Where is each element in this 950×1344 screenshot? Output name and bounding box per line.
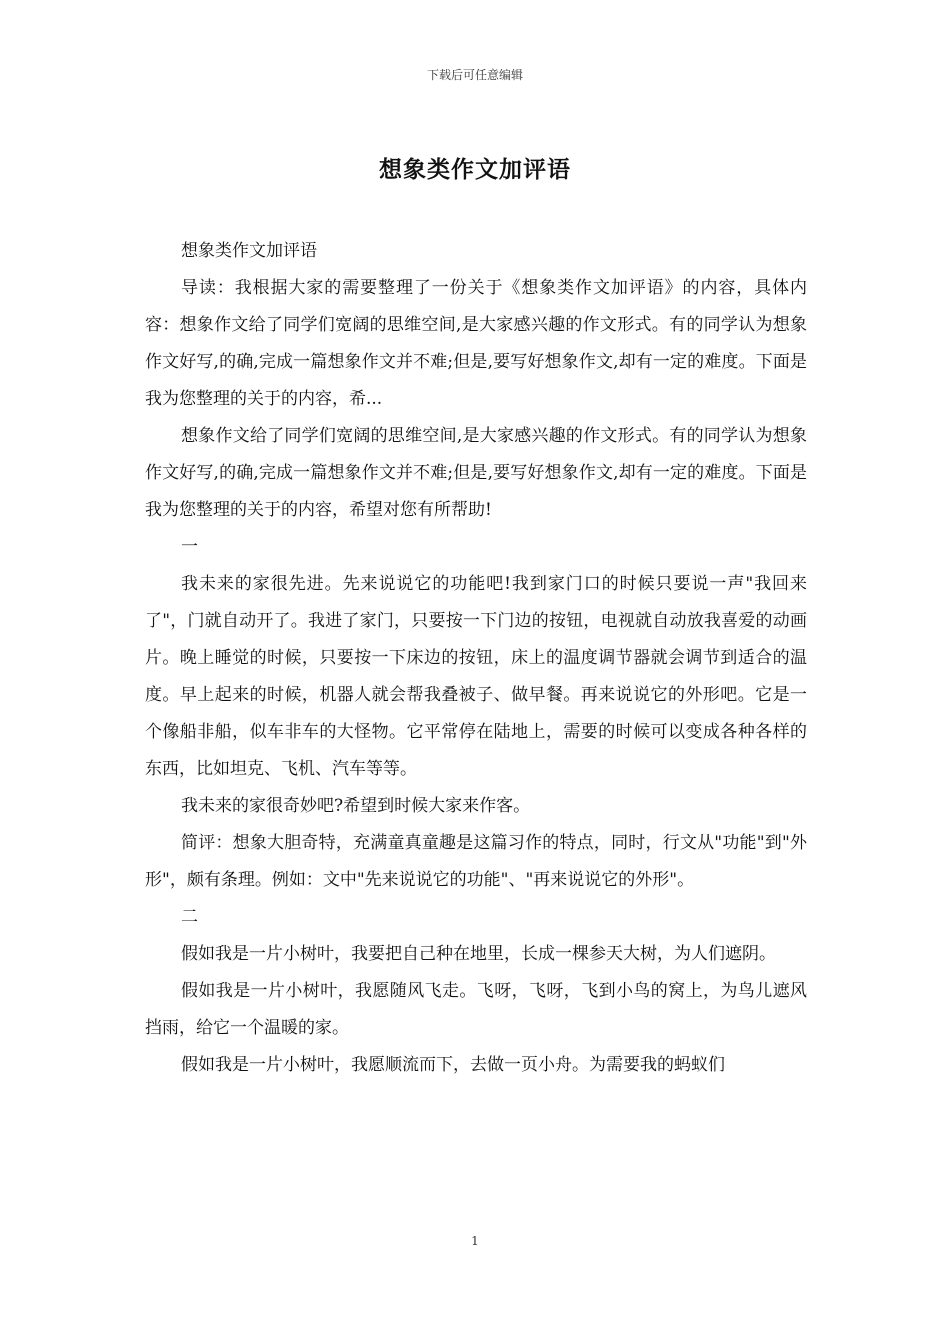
page-number: 1 — [471, 1234, 479, 1248]
page-header: 下载后可任意编辑 — [426, 68, 523, 82]
paragraph-essay-two-c: 假如我是一片小树叶，我愿顺流而下，去做一页小舟。为需要我的蚂蚁们 — [181, 1055, 725, 1075]
paragraph-summary: 想象作文给了同学们宽阔的思维空间,是大家感兴趣的作文形式。有的同学认为想象作文好写,的确,完成一篇想象作文并不难;但是,要写好想象作文,却有一定的难度。下面是我为您整理的关于的内容，希望对您有所帮助! — [145, 426, 807, 520]
section-heading-two: 二 — [181, 907, 198, 927]
document-body — [145, 233, 807, 1084]
paragraph-intro: 导读：我根据大家的需要整理了一份关于《想象类作文加评语》的内容，具体内容：想象作文给了同学们宽阔的思维空间,是大家感兴趣的作文形式。有的同学认为想象作文好写,的确,完成一篇想象作文并不难;但是,要写好想象作文,却有一定的难度。下面是我为您整理的关于的内容，希... — [145, 278, 807, 409]
paragraph-essay-two-b: 假如我是一片小树叶，我愿随风飞走。飞呀，飞呀，飞到小鸟的窝上，为鸟儿遮风挡雨，给它一个温暖的家。 — [145, 981, 807, 1038]
paragraph-essay-two-a: 假如我是一片小树叶，我要把自己种在地里，长成一棵参天大树，为人们遮阴。 — [181, 944, 776, 964]
document-title: 想象类作文加评语 — [379, 156, 571, 183]
paragraph-comment-one: 简评：想象大胆奇特，充满童真童趣是这篇习作的特点，同时，行文从"功能"到"外形"，颇有条理。例如：文中"先来说说它的功能"、"再来说说它的外形"。 — [145, 833, 807, 890]
paragraph-essay-one-closing: 我未来的家很奇妙吧?希望到时候大家来作客。 — [181, 796, 531, 816]
section-heading-one: 一 — [181, 537, 198, 557]
paragraph-subtitle: 想象类作文加评语 — [181, 241, 317, 261]
paragraph-essay-one: 我未来的家很先进。先来说说它的功能吧!我到家门口的时候只要说一声"我回来了"，门就自动开了。我进了家门，只要按一下门边的按钮，电视就自动放我喜爱的动画片。晚上睡觉的时候，只要按一下床边的按钮，床上的温度调节器就会调节到适合的温度。早上起来的时候，机器人就会帮我叠被子、做早餐。再来说说它的外形吧。它是一个像船非船，似车非车的大怪物。它平常停在陆地上，需要的时候可以变成各种各样的东西，比如坦克、飞机、汽车等等。 — [145, 574, 807, 779]
